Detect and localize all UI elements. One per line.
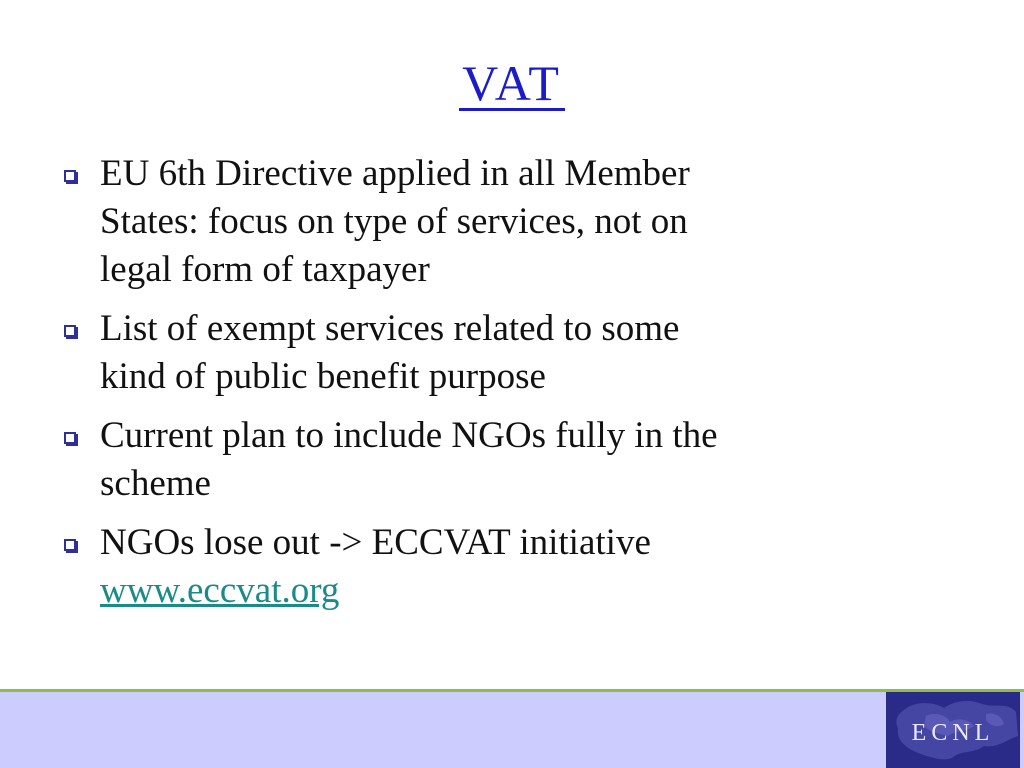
bullet-line: List of exempt services related to some	[100, 308, 680, 349]
eccvat-link[interactable]: www.eccvat.org	[100, 570, 340, 611]
bullet-item	[62, 305, 962, 401]
square-bullet-icon	[64, 170, 76, 182]
bullet-item	[62, 519, 962, 615]
bullet-line: Current plan to include NGOs fully in the	[100, 415, 718, 456]
bullet-line: kind of public benefit purpose	[100, 356, 546, 397]
bullet-line: States: focus on type of services, not on	[100, 201, 688, 242]
square-bullet-icon	[64, 325, 76, 337]
slide-title-text: VAT	[459, 58, 565, 111]
bullet-line: NGOs lose out -> ECCVAT initiative	[100, 522, 651, 563]
square-bullet-icon	[64, 539, 76, 551]
bullet-list	[62, 150, 962, 626]
bullet-line: scheme	[100, 463, 211, 504]
bullet-item	[62, 150, 962, 294]
ecnl-logo	[886, 692, 1020, 768]
logo-text: ECNL	[911, 720, 995, 746]
square-bullet-icon	[64, 432, 76, 444]
footer-band	[0, 689, 1024, 768]
bullet-item	[62, 412, 962, 508]
bullet-line: EU 6th Directive applied in all Member	[100, 153, 690, 194]
bullet-line: legal form of taxpayer	[100, 249, 430, 290]
slide-title	[0, 55, 1024, 111]
